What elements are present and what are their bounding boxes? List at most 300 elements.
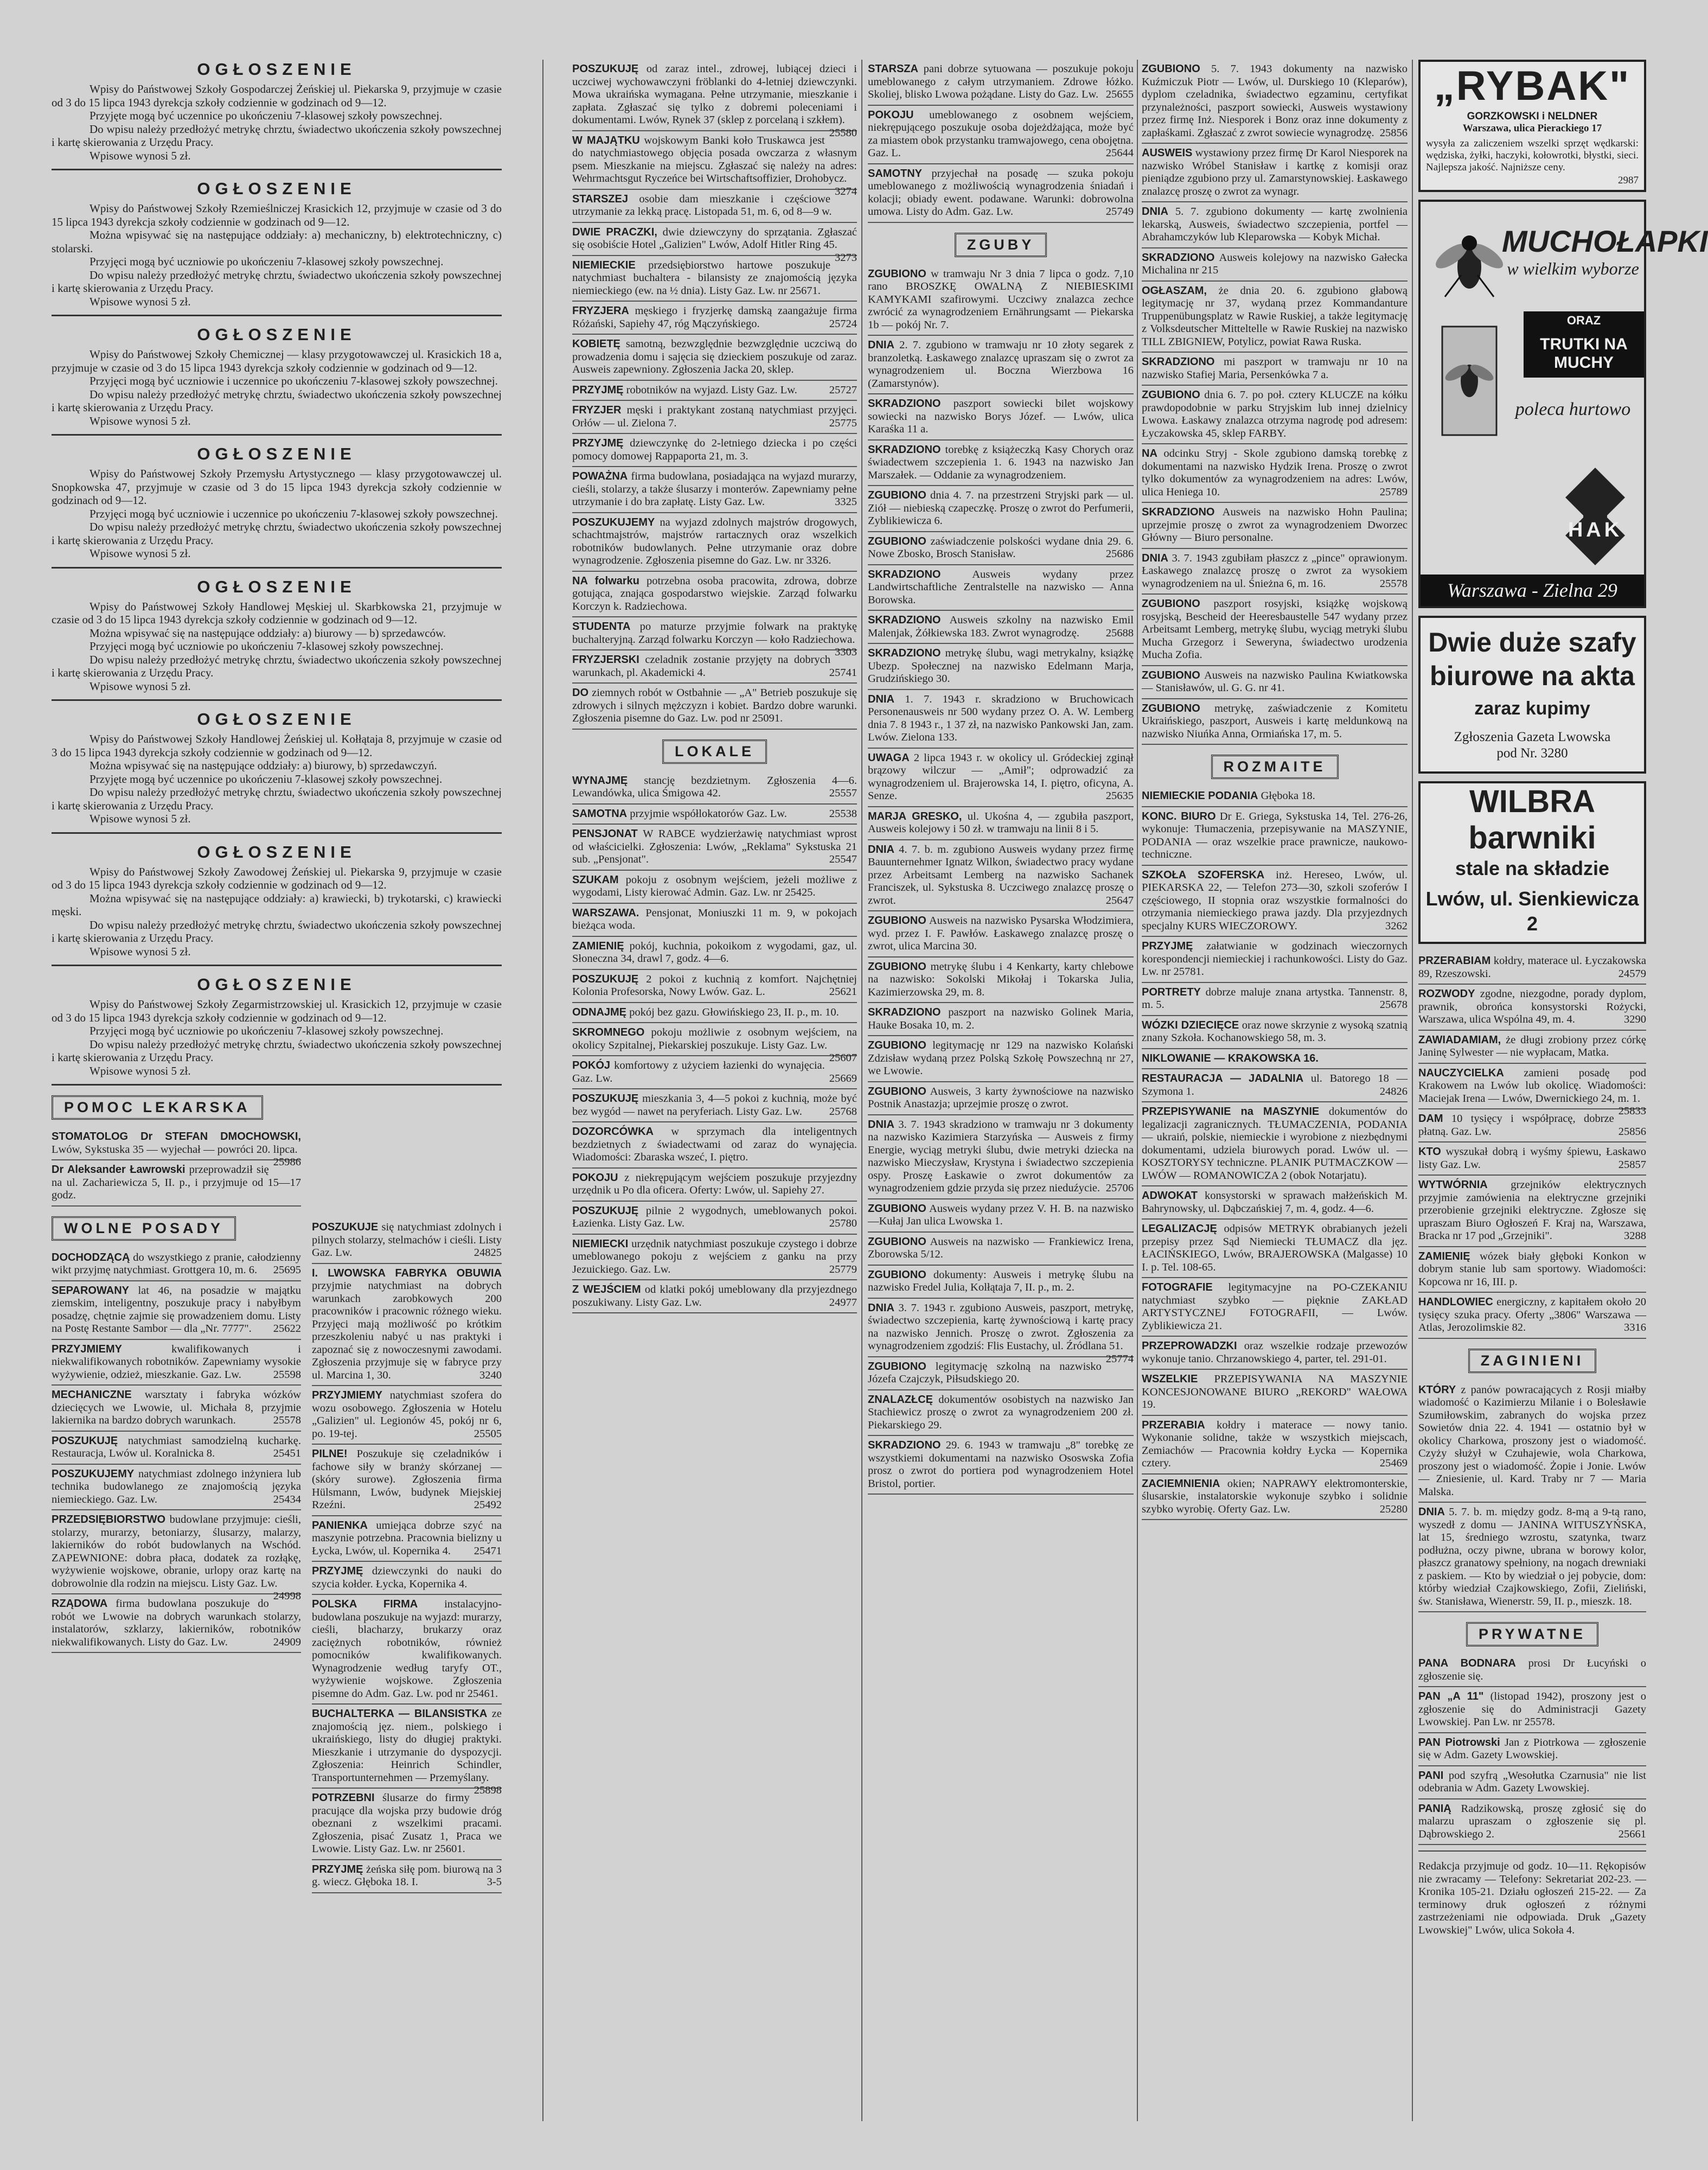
column-divider bbox=[861, 60, 862, 2121]
ad-text: Ausweis, 3 karty żywnościowe na nazwisko Postnik Anastazja; uprzejmie proszę o zwrot. bbox=[868, 1085, 1134, 1110]
notice-paragraph: Do wpisu należy przedłożyć metrykę chrztu, świadectwo ukończenia szkoły powszechnej i kartę skierowania z Urzędu Pracy. bbox=[52, 122, 502, 149]
classified-ad bbox=[1142, 699, 1408, 745]
notice-paragraph: Wpisy do Państwowej Szkoły Handlowej Męskiej ul. Skarbkowska 21, przyjmuje w czasie od 3 do 15 lipca 1943 dyrekcja szkoły codziennie w godzinach od 9—12. bbox=[52, 599, 502, 626]
ad-lead: PRZYJMĘ bbox=[572, 437, 624, 449]
mucholapki-title: MUCHOŁAPKI bbox=[1502, 224, 1708, 258]
ad-lead: POLSKA FIRMA bbox=[312, 1598, 418, 1610]
ad-lead: NA bbox=[1142, 448, 1157, 459]
notice-title: OGŁOSZENIE bbox=[197, 975, 356, 994]
ad-lead: POKÓJ bbox=[572, 1060, 611, 1071]
classified-ad bbox=[1142, 353, 1408, 386]
ad-lead: PANIĄ bbox=[1418, 1802, 1451, 1815]
classified-ad bbox=[572, 1023, 857, 1064]
ad-text: wyszukał dobrą i wyśmy śpiewu, Łaskawo listy Gaz. Lw. bbox=[1418, 1146, 1646, 1171]
ad-text: torebkę z książeczką Kasy Chorych oraz świadectwem szczepienia 1. 6. 1943 na nazwisko Jan Marszałek. — Oddanie za wynagrodzeniem. bbox=[868, 443, 1134, 481]
ad-number: 25688 bbox=[1105, 627, 1134, 639]
ad-number: 3316 bbox=[1624, 1322, 1646, 1333]
ad-lead: SKRADZIONO bbox=[868, 398, 941, 410]
classified-ad bbox=[868, 1003, 1134, 1036]
ad-lead: ZGUBIONO bbox=[868, 1235, 926, 1248]
ad-lead: SKRADZIONO bbox=[868, 647, 941, 659]
ad-text: od zaraz intel., zdrowej, lubiącej dzieci i uczciwej wychowawczyni fröblanki do 4-letniej dziewczynki. Mowa ukraińska wymagana. Pełne utrzymanie, mieszkanie i zapłata. Zgłaszać się tylko z dobremi poleceniami i dokumentami. Lwów, Rynek 37 (sklep z porcelaną i szkłem). bbox=[572, 63, 858, 126]
ad-number: 25635 bbox=[1105, 790, 1134, 802]
classified-ad bbox=[572, 572, 857, 618]
ogloszenie-notice bbox=[52, 577, 502, 701]
ad-text: pilnie 2 wygodnych, umeblowanych pokoi. Łazienka. Listy Gaz. Lw. bbox=[572, 1204, 857, 1229]
ad-number: 25492 bbox=[474, 1499, 502, 1511]
ad-text: ze znajomością jęz. niem., polskiego i ukraińskiego, listy do długiej praktyki. Mieszkanie i utrzymanie do dyspozycji. Zgłoszenia: Heinrich Schindler, Transportunternehmen — Przemyślany. bbox=[312, 1708, 502, 1784]
classified-ad bbox=[1418, 1503, 1646, 1612]
column-2 bbox=[572, 60, 857, 2121]
ad-lead: WYNAJMĘ bbox=[572, 774, 628, 787]
ad-text: wojskowym Banki koło Truskawca jest do natychmiastowego objęcia posada owczarza z własnym psem. Mieszkanie na miejscu. Zgłaszać się należy na adres: Wehrmachtsgut Ryczeńce bei Wirtschaftsoffizier, Drohobycz. bbox=[572, 134, 857, 184]
classified-ad bbox=[1418, 1654, 1646, 1687]
rybak-number: 2987 bbox=[1618, 175, 1639, 186]
mucholapki-footer: Warszawa - Zielna 29 bbox=[1421, 575, 1644, 606]
ogloszenie-notice bbox=[52, 444, 502, 569]
ad-lead: OGŁASZAM, bbox=[1142, 284, 1207, 297]
ad-number: 3240 bbox=[479, 1369, 502, 1381]
ad-lead: Dr Aleksander Ławrowski bbox=[52, 1164, 185, 1176]
ad-lead: DNIA bbox=[868, 1301, 894, 1314]
ad-text: 1. 7. 1943 r. skradziono w Bruchowicach Personenausweis nr 500 wydany przez O. A. W. Lemberg dnia 7. 8 1943 r., 1 37 zł, na nazwisko Pankowski Jan, zam. Lwów. Zielona 133. bbox=[868, 693, 1134, 743]
classified-ad bbox=[1142, 444, 1408, 503]
ad-text: przyjmie natychmiast na dobrych warunkach zarobkowych 200 pracowników i pracownic różnego wieku. Przyjęci mają możliwość po krótkim przeszkoleniu nabyć u nas praktyki i zapoznać się z nowoczesnymi zawodami. Zgłoszenia przyjmuje się w fabryce przy ul. Marcina 1, 30. bbox=[312, 1280, 502, 1381]
classified-ad bbox=[572, 401, 857, 434]
ad-lead: PRZEPISYWANIE na MASZYNIE bbox=[1142, 1106, 1320, 1118]
ad-text: dokumentów do legalizacji zagranicznych. TŁUMACZENIA, PODANIA — ukraiń, polskie, niemieckie i wyrobione z niezbędnymi dokumentami, udziela biurowych porad. Lwów ul. — KOSZTORYSY techniczne. PLANIK PUTMACZKOW — LWÓW — ROMANOWICZA 2 (obok Notarjatu). bbox=[1142, 1106, 1408, 1182]
hak-logo-icon bbox=[1563, 465, 1628, 568]
ad-text: dokumentów osobistych na nazwisko Jan Stachiewicz proszę o zwrot za wynagrodzeniem 200 zł. Piekarskiego 29. bbox=[868, 1393, 1134, 1431]
ad-text: Pensjonat, Moniuszki 11 m. 9, w pokojach bieżąca woda. bbox=[572, 907, 858, 931]
classified-ad bbox=[572, 904, 857, 937]
classified-ad bbox=[868, 1266, 1134, 1299]
ad-text: Ausweis szkolny na nazwisko Emil Malenjak, Żółkiewska 183. Zwrot wynagrodzę. bbox=[868, 614, 1134, 639]
classified-ad bbox=[312, 1789, 502, 1860]
ad-text: 3. 7. 1943 skradziono w tramwaju nr 3 dokumenty na nazwisko Kazimiera Starzyńska — Ausweis z firmy Energie, wyciąg metryki ślubu, dwie metryki dziecka na nazwisko Mieczysław, Krystyna i świadectwo szczepienia ospy. Proszę Łaskawie o zwrot dokumentów za wynagrodzeniem gdzie przyda się przez nieduźycie. bbox=[868, 1118, 1134, 1194]
notice-paragraph: Wpisy do Państwowej Szkoły Gospodarczej Żeńskiej ul. Piekarska 9, przyjmuje w czasie od 3 do 15 lipca 1943 dyrekcja szkoły codziennie w godzinach od 9—12. bbox=[52, 82, 502, 109]
ad-lead: SAMOTNY bbox=[868, 167, 922, 180]
ad-text: Poszukuje się czeladników i fachowe siły w branży skórzanej — (skóry surowe). Zgłoszenia firma Hülsmann, Lwów, budynek Miejskiej Rzeźni. bbox=[312, 1448, 502, 1511]
ad-text: mi paszport w tramwaju nr 10 na nazwisko Stafiej Maria, Persenkówka 7 a. bbox=[1142, 356, 1408, 381]
ad-number: 24977 bbox=[829, 1296, 857, 1309]
ad-lead: SKRADZIONO bbox=[868, 1006, 941, 1018]
ad-text: ślusarze do firmy pracujące dla wojska przy budowie dróg obeznani z wszelkimi pracami. Zgłoszenia, pisać Zusatz 1, Praca we Lwowie. Listy Gaz. Lw. nr 25601. bbox=[312, 1792, 502, 1855]
ad-text: pod szyfrą „Wesołutka Czarnusia" nie list odebrania w Adm. Gazety Lwowskiej. bbox=[1418, 1769, 1646, 1794]
ad-text: paszport rosyjski, książkę wojskową rosyjską, Bescheid der Heeresbaustelle 547 wydany przez Arbeitsamt Lemberg, metrykę ślubu, wyciąg metryki ślubu Mucha Grzegorz i Seweryna, świadectwo urodzenia Mucha Zofia. bbox=[1142, 598, 1408, 661]
ad-lead: BUCHALTERKA — BILANSISTKA bbox=[312, 1708, 488, 1720]
ad-lead: DNIA bbox=[868, 693, 894, 705]
szafy-advertisement bbox=[1418, 616, 1646, 774]
ad-lead: STARSZA bbox=[868, 63, 918, 75]
classified-ad bbox=[572, 467, 857, 513]
ad-lead: DAM bbox=[1418, 1113, 1443, 1125]
ad-lead: FRYZJERSKI bbox=[572, 654, 639, 666]
ad-lead: DO bbox=[572, 687, 588, 699]
mucholapki-advertisement bbox=[1418, 200, 1708, 608]
notice-paragraph: Wpisowe wynosi 5 zł. bbox=[89, 679, 191, 693]
ad-text: 10 tysięcy i współpracę, dobrze płatną. Gaz. Lw. bbox=[1418, 1113, 1614, 1138]
classified-ad bbox=[1142, 1416, 1408, 1475]
ad-number: 25986 bbox=[273, 1156, 301, 1168]
column-divider bbox=[1412, 60, 1413, 2121]
column-3 bbox=[868, 60, 1134, 2121]
ad-lead: STOMATOLOG Dr STEFAN DMOCHOWSKI, bbox=[52, 1131, 301, 1143]
notice-paragraph: Wpisy do Państwowej Szkoły Zegarmistrzowskiej ul. Krasickich 12, przyjmuje w czasie od 3 do 15 lipca 1943 dyrekcja szkoły codziennie w godzinach od 9—12. bbox=[52, 998, 502, 1024]
ad-text: prosi Dr Łucyński o zgłoszenie się. bbox=[1418, 1657, 1647, 1682]
ad-lead: POSZUKUJĘ bbox=[572, 1204, 639, 1217]
classified-ad bbox=[52, 1432, 301, 1465]
ad-lead: STARSZEJ bbox=[572, 193, 628, 205]
ad-text: męski i praktykant zostaną natychmiast przyjęci. Orłów — ul. Zielona 7. bbox=[572, 404, 858, 429]
wilbra-advertisement bbox=[1418, 781, 1646, 944]
classified-ad bbox=[868, 1390, 1134, 1437]
ad-lead: KOBIETĘ bbox=[572, 338, 620, 350]
ad-number: 25557 bbox=[829, 787, 857, 799]
ad-number: 25856 bbox=[1618, 1125, 1646, 1138]
ad-lead: DNIA bbox=[868, 1118, 894, 1131]
ad-text: Radzikowską, proszę zgłosić się do malarzu upraszam o zgłoszenie się pl. Dąbrowskiego 2. bbox=[1418, 1802, 1646, 1840]
ad-lead: PRZEPROWADZKI bbox=[1142, 1340, 1237, 1352]
column-5 bbox=[1418, 60, 1708, 2121]
classified-ad bbox=[1142, 787, 1408, 807]
ad-lead: POSZUKUJĘ bbox=[572, 973, 639, 985]
ad-text: Głęboka 18. bbox=[1261, 790, 1315, 802]
ad-text: ziemnych robót w Ostbahnie — „A" Betrieb poszukuje się zdrowych i silnych mężczyzn i kobiet. Bardzo dobre warunki. Zgłoszenia pisemne do Gaz. Lw. pod nr 25091. bbox=[572, 687, 858, 724]
ad-number: 25898 bbox=[474, 1784, 502, 1796]
ogloszenie-notice bbox=[52, 710, 502, 834]
ad-text: oraz nowe skrzynie z wysoką szatnią znany Szkoła. Kochanowskiego 58, m. 3. bbox=[1142, 1019, 1408, 1044]
ad-text: żeńska siłę pom. biurową na 3 g. wiecz. Głęboka 18. I. bbox=[312, 1863, 502, 1888]
ad-number: 25655 bbox=[1105, 88, 1134, 100]
ad-text: przeprowadził się na ul. Zachariewicza 5, II. p., i przyjmuje od 15—17 godz. bbox=[52, 1164, 301, 1201]
ad-lead: PRZYJMĘ bbox=[312, 1565, 363, 1577]
ad-text: legitymacyjne na PO-CZEKANIU natychmiast szybko — pięknie ZAKŁAD ARTYSTYCZNEJ FOTOGRAFII, — Lwów. Zyblikiewicza 21. bbox=[1142, 1281, 1408, 1332]
ad-lead: ODNAJMĘ bbox=[572, 1006, 627, 1018]
classified-ad bbox=[572, 131, 857, 197]
ad-number: 25678 bbox=[1379, 999, 1408, 1011]
ad-text: zamieni posadę pod Krakowem na Lwów lub okolicę. Wiadomości: Maciejak Irena — Lwów, Dwernickiego 24, m. 1. bbox=[1418, 1067, 1647, 1105]
ad-number: 25280 bbox=[1379, 1503, 1408, 1515]
ad-text: z niekrępującym wejściem poszukuje przyjezdny urzędnik u Po dla oficera. Oferty: Lwów, ul. Sapiehy 27. bbox=[572, 1171, 858, 1196]
classified-ad bbox=[1418, 1031, 1646, 1064]
ad-text: dziewczynki do nauki do szycia kołder. Łycka, Kopernika 4. bbox=[312, 1565, 502, 1590]
ad-text: 3. 7. 1943 r. zgubiono Ausweis, paszport, metrykę, świadectwo szczepienia, kartę żywnościową i kartę pracy na nazwisko Jennich. Proszę o zwrot. Zgłoszenia za wynagrodzeniem zgodziś: Flis Eustachy, ul. Źródlana 51. bbox=[868, 1301, 1134, 1352]
ad-text: metrykę, zaświadczenie z Komitetu Ukraińskiego, paszport, Ausweis i kartę meldunkową na nazwisko Niuńka Anna, Ormiańska 17, m. 5. bbox=[1142, 702, 1408, 740]
ad-text: grzejników elektrycznych przyjmie zamówienia na elektryczne grzejniki przerobienie grzejniki elektryczne. Zgłosze się upraszam Biuro Ogłoszeń F. Kraj na, Warszawa, Bracka nr 17 pod „Grzejniki". bbox=[1418, 1179, 1647, 1242]
ad-number: 3290 bbox=[1624, 1013, 1646, 1025]
ad-lead: ZGUBIONO bbox=[1142, 389, 1200, 401]
ogloszenie-notice bbox=[52, 843, 502, 967]
ad-lead: POSZUKUJE bbox=[312, 1221, 379, 1233]
classified-ad bbox=[52, 1160, 301, 1207]
ad-text: kołdry, materace ul. Łyczakowska 89, Rzeszowski. bbox=[1418, 955, 1646, 980]
section-ads bbox=[52, 1248, 301, 1654]
classified-ad bbox=[572, 1202, 857, 1235]
ad-lead: POSZUKUJĘ bbox=[572, 1093, 639, 1105]
ad-number: 25741 bbox=[829, 666, 857, 679]
notice-title: OGŁOSZENIE bbox=[197, 577, 356, 596]
classified-ad bbox=[572, 60, 858, 139]
ad-lead: PANIENKA bbox=[312, 1519, 368, 1531]
rybak-body: wysyła za zaliczeniem wszelki sprzęt wędkarski: wędziska, żyłki, haczyki, kołowrotki, błystki, sieci. Najlepsza jakość. Najniższe ceny. bbox=[1426, 138, 1639, 173]
classified-ad bbox=[572, 1235, 857, 1281]
ad-number: 25505 bbox=[474, 1427, 502, 1440]
notice-title: OGŁOSZENIE bbox=[197, 60, 356, 79]
ad-text: robotników na wyjazd. Listy Gaz. Lw. bbox=[626, 384, 797, 396]
ad-lead: POSZUKUJĘ bbox=[52, 1434, 118, 1447]
ad-number: 3262 bbox=[1385, 920, 1408, 932]
ad-number: 25434 bbox=[273, 1493, 301, 1505]
classified-ad bbox=[1418, 1766, 1646, 1799]
classified-ad bbox=[572, 825, 857, 871]
ad-lead: DNIA bbox=[1418, 1506, 1445, 1518]
newspaper-page bbox=[52, 60, 1708, 2121]
ad-lead: PILNE! bbox=[312, 1448, 348, 1460]
misc-ads bbox=[1418, 952, 1646, 1339]
ogloszenie-notice bbox=[52, 325, 502, 436]
notice-paragraph: Do wpisu należy przedłożyć metrykę chrztu, świadectwo ukończenia szkoły powszechnej i kartę skierowania z Urzędu Pracy. bbox=[52, 268, 502, 295]
classified-ad bbox=[868, 807, 1134, 840]
mucholapki-tagline: poleca hurtowo bbox=[1515, 399, 1631, 419]
classified-ad bbox=[868, 690, 1134, 749]
ad-lead: PRZERABIA bbox=[1142, 1419, 1205, 1431]
notice-paragraph: Przyjęte mogą być uczennice po ukończeniu 7-klasowej szkoły powszechnej. bbox=[89, 772, 443, 786]
classified-ad bbox=[868, 336, 1134, 394]
ad-lead: ZGUBIONO bbox=[868, 1360, 926, 1373]
ad-lead: SKROMNEGO bbox=[572, 1026, 645, 1038]
classified-ad bbox=[1142, 549, 1408, 595]
ad-text: od klatki pokój umeblowany dla przyjezdnego poszukiwany. Listy Gaz. Lw. bbox=[572, 1284, 857, 1309]
ad-number: 24826 bbox=[1379, 1085, 1408, 1097]
notice-title: OGŁOSZENIE bbox=[197, 710, 356, 729]
classified-ad bbox=[572, 617, 857, 658]
ad-lead: ZGUBIONO bbox=[868, 535, 926, 547]
notice-paragraph: Można wpisywać się na następujące oddziały: a) biurowy — b) sprzedawców. bbox=[89, 626, 446, 640]
ad-text: legitymację nr 129 na nazwisko Kolański Zdzisław wydaną przez Polską Szkołę Powszechną nr 27, we Lwowie. bbox=[868, 1039, 1134, 1077]
ad-lead: ZAMIENIĘ bbox=[572, 940, 624, 952]
ad-lead: PANI bbox=[1418, 1769, 1444, 1782]
rybak-owners: GORZKOWSKI i NELDNER bbox=[1467, 111, 1598, 122]
ad-number: 25647 bbox=[1105, 894, 1134, 907]
ad-number: 24909 bbox=[273, 1636, 301, 1648]
classified-ad bbox=[1142, 1337, 1408, 1370]
classified-ad bbox=[1142, 503, 1408, 549]
classified-ad bbox=[1418, 1381, 1646, 1503]
classified-ad bbox=[868, 1233, 1134, 1266]
section-header-rozmaite: ROZMAITE bbox=[1142, 755, 1408, 779]
ad-text: Ausweis na nazwisko Paulina Kwiatkowska — Stanisławów, ul. G. G. nr 41. bbox=[1142, 669, 1408, 694]
ad-text: do wszystkiego z pranie, całodzienny wikt przyjmę natychmiast. Grottgera 10, m. 6. bbox=[52, 1251, 301, 1276]
classified-ad bbox=[1418, 1293, 1646, 1339]
classified-ad bbox=[868, 1199, 1134, 1233]
school-notices bbox=[52, 60, 502, 1086]
classified-ad bbox=[52, 1248, 301, 1281]
notice-title: OGŁOSZENIE bbox=[197, 325, 356, 344]
ad-text: się natychmiast zdolnych i pilnych stolarzy, stelmachów i cieśli. Listy Gaz. Lw. bbox=[312, 1221, 502, 1259]
notice-paragraph: Wpisowe wynosi 5 zł. bbox=[89, 1064, 191, 1077]
ad-number: 3-5 bbox=[487, 1876, 502, 1888]
notice-paragraph: Przyjęci mogą być uczniowie po ukończeniu 7-klasowej szkoły powszechnej. bbox=[89, 255, 444, 268]
classified-ad bbox=[868, 106, 1134, 164]
classified-ad bbox=[572, 684, 857, 730]
ad-number: 25451 bbox=[273, 1447, 301, 1459]
classified-ad bbox=[572, 970, 857, 1003]
notice-paragraph: Wpisowe wynosi 5 zł. bbox=[89, 149, 191, 162]
ad-text: paszport na nazwisko Golinek Maria, Hauke Bosaka 10, m. 2. bbox=[868, 1006, 1134, 1031]
job-ads bbox=[572, 60, 857, 730]
ad-lead: ZGUBIONO bbox=[1142, 598, 1200, 610]
ad-text: PRZEPISYWANIA NA MASZYNIE KONCESJONOWANE BIURO „REKORD" WAŁOWA 19. bbox=[1142, 1373, 1408, 1410]
ad-lead: MECHANICZNE bbox=[52, 1389, 132, 1401]
ad-lead: DWIE PRACZKI, bbox=[572, 226, 657, 238]
ad-text: dokumenty: Ausweis i metrykę ślubu na nazwisko Fredel Julia, Kolłątaja 7, II. p., m. 2. bbox=[868, 1268, 1134, 1293]
ad-text: przyjmie współlokatorów Gaz. Lw. bbox=[630, 807, 787, 820]
classified-ad bbox=[1142, 1049, 1408, 1070]
notice-paragraph: Wpisowe wynosi 5 zł. bbox=[89, 547, 191, 560]
ad-number: 3288 bbox=[1624, 1230, 1646, 1242]
ad-lead: SZKOŁA SZOFERSKA bbox=[1142, 869, 1265, 881]
notice-title: OGŁOSZENIE bbox=[197, 842, 356, 861]
ad-number: 25857 bbox=[1618, 1158, 1646, 1171]
ad-number: 25779 bbox=[829, 1263, 857, 1275]
classified-ad bbox=[1142, 807, 1408, 866]
classified-ad bbox=[572, 513, 857, 572]
ad-text: mieszkania 3, 4—5 pokoi z kuchnią, może być bez wygód — nawet na peryferiach. Listy Gaz. Lw. bbox=[572, 1093, 858, 1118]
ad-lead: ZGUBIONO bbox=[868, 267, 926, 280]
notice-paragraph: Wpisowe wynosi 5 zł. bbox=[89, 812, 191, 825]
ad-lead: NIKLOWANIE — KRAKOWSKA 16. bbox=[1142, 1052, 1319, 1064]
ad-text: natychmiast zdolnego inżyniera lub technika budowlanego ze znajomością języka niemieckiego. Gaz. Lw. bbox=[52, 1467, 301, 1505]
ad-lead: RESTAURACJA — JADALNIA bbox=[1142, 1073, 1304, 1084]
ad-text: dziewczynkę do 2-letniego dziecka i po części pomocy domowej Rappaporta 21, m. 3. bbox=[572, 437, 858, 462]
notice-paragraph: Do wpisu należy przedłożyć metrykę chrztu, świadectwo ukończenia szkoły powszechnej i kartę skierowania z Urzędu Pracy. bbox=[52, 387, 502, 414]
classified-ad bbox=[312, 1516, 502, 1562]
classified-ad bbox=[312, 1386, 502, 1445]
classified-ad bbox=[1142, 1186, 1408, 1220]
ad-lead: ZGUBIONO bbox=[868, 1268, 926, 1281]
ad-text: przedsiębiorstwo hartowe poszukuje natychmiast buchaltera - bilansisty ze znajomością języka niemieckiego (ew. na ½ dnia). Listy Gaz. Lw. nr 25671. bbox=[572, 259, 857, 297]
notice-paragraph: Wpisy do Państwowej Szkoły Chemicznej — klasy przygotowawczej ul. Krasickich 18 a, przyjmuje w czasie od 3 do 15 lipca 1943 dyrekcja szkoły codziennie w godzinach od 9—12. bbox=[52, 348, 502, 374]
classified-ad bbox=[868, 532, 1134, 565]
classified-ad bbox=[1142, 595, 1408, 666]
classified-ad bbox=[312, 1562, 502, 1595]
classified-ad bbox=[868, 644, 1134, 690]
ad-lead: ZAMIENIĘ bbox=[1418, 1250, 1470, 1262]
ad-lead: PRZERABIAM bbox=[1418, 955, 1491, 967]
ad-lead: FRYZJERA bbox=[572, 305, 629, 317]
ad-number: 25607 bbox=[829, 1052, 857, 1064]
notice-paragraph: Wpisowe wynosi 5 zł. bbox=[89, 295, 191, 308]
notice-paragraph: Można wpisywać się na następujące oddziały: a) mechaniczny, b) elektrotechniczny, c) stolarski. bbox=[52, 228, 502, 255]
ad-text: kołdry i materace — nowy tanio. Wykonanie solidne, także w wszystkich miejscach, Zemiachów — Pracownia kołdry Łycka — Kopernika cztery. bbox=[1142, 1419, 1408, 1469]
ad-lead: ROZWODY bbox=[1418, 988, 1475, 1000]
mucholapki-oraz: ORAZ bbox=[1524, 311, 1644, 330]
classified-ad bbox=[572, 1169, 857, 1202]
classified-ad bbox=[868, 958, 1134, 1004]
ad-text: pokoju z osobnym wejściem, jeżeli możliwe z wygodami, Listy kierować Admin. Gaz. Lw. nr 25425. bbox=[572, 873, 857, 898]
classified-ad bbox=[572, 434, 857, 467]
lokale-ads bbox=[572, 771, 857, 1314]
ad-text: stancję bezdzietnym. Zgłoszenia 4—6. Lewandówka, ulica Śmigowa 42. bbox=[572, 774, 857, 799]
classified-ad bbox=[868, 60, 1134, 106]
ad-number: 25580 bbox=[829, 126, 857, 139]
ad-text: odcinku Stryj - Skole zgubiono damską torebkę z dokumentami na nazwisko Hydzik Irena. Proszę o zwrot tylko dokumentów za wynagrodzeniem na adres: Lwów, ulica Heniega 10. bbox=[1142, 448, 1408, 498]
ad-number: 25578 bbox=[1379, 577, 1408, 590]
ad-text: osobie dam mieszkanie i częściowe utrzymanie za lekką pracę. Listopada 51, m. 6, od 8—9 w. bbox=[572, 193, 832, 218]
ad-text: metrykę ślubu, wagi metrykalny, książkę Ubezp. Społecznej na nazwisko Edelmann Marja, Grudzińskiego 30. bbox=[868, 647, 1134, 685]
classified-ad bbox=[1142, 866, 1408, 937]
ad-text: dnia 4. 7. na przestrzeni Stryjski park — ul. Ziół — niebieską czapeczkę. Proszę o zwrot do Perfumerii, Zyblikiewicza 6. bbox=[868, 489, 1134, 527]
ad-lead: RZĄDOWA bbox=[52, 1598, 108, 1610]
ad-lead: SKRADZIONO bbox=[1142, 506, 1215, 518]
notice-paragraph: Przyjęci mogą być uczniowie i uczennice po ukończeniu 7-klasowej szkoły powszechnej. bbox=[89, 507, 498, 520]
notice-paragraph: Do wpisu należy przedłożyć metrykę chrztu, świadectwo ukończenia szkoły powszechnej i kartę skierowania z Urzędu Pracy. bbox=[52, 520, 502, 547]
ad-lead: POSZUKUJĘ bbox=[572, 63, 639, 75]
notice-paragraph: Można wpisywać się na następujące oddziały: a) biurowy, b) sprzedawczyń. bbox=[89, 759, 437, 772]
column-divider bbox=[1137, 60, 1138, 2121]
classified-ad bbox=[572, 937, 857, 970]
ad-number: 25538 bbox=[829, 807, 857, 820]
ad-lead: ZGUBIONO bbox=[868, 960, 926, 973]
classified-ad bbox=[868, 840, 1134, 912]
classified-ad bbox=[1142, 1220, 1408, 1278]
classified-ad bbox=[572, 805, 857, 825]
classified-ad bbox=[1418, 1109, 1646, 1143]
ad-text: w sprzymach dla inteligentnych bezdzietnych z świadectwami od zaraz do wynajęcia. Wiadomości: Zbaraska wszeć, I. piętro. bbox=[572, 1126, 858, 1163]
notice-paragraph: Do wpisu należy przedłożyć metrykę chrztu, świadectwo ukończenia szkoły powszechnej i kartę skierowania z Urzędu Pracy. bbox=[52, 653, 502, 679]
classified-ad bbox=[52, 1340, 301, 1386]
ad-lead: PRZYJMIEMY bbox=[52, 1343, 123, 1355]
classified-ad bbox=[1418, 1733, 1646, 1766]
classified-ad bbox=[572, 1122, 857, 1169]
classified-ad bbox=[312, 1445, 502, 1516]
notice-paragraph: Do wpisu należy przedłożyć metrykę chrztu, świadectwo ukończenia szkoły powszechnej i kartę skierowania z Urzędu Pracy. bbox=[52, 918, 502, 944]
classified-ad bbox=[52, 1465, 301, 1511]
classified-ad bbox=[312, 1705, 502, 1796]
ad-number: 25469 bbox=[1379, 1457, 1408, 1469]
ad-text: Ausweis kolejowy na nazwisko Gałecka Michalina nr 215 bbox=[1142, 251, 1408, 276]
classified-ad bbox=[572, 771, 857, 805]
ad-text: dobrze maluje znana artystka. Tannenstr. 8, m. 5. bbox=[1142, 986, 1408, 1011]
notice-title: OGŁOSZENIE bbox=[197, 444, 356, 463]
ad-text: umiejąca dobrze szyć na maszynie potrzebna. Pracownia bielizny u Łycka, Lwów, ul. Kopernika 4. bbox=[312, 1519, 502, 1557]
ad-lead: ZGUBIONO bbox=[868, 1039, 926, 1051]
ad-number: 25471 bbox=[474, 1544, 502, 1557]
ad-text: 2 pokoi z kuchnią z komfort. Najchętniej Kolonia Profesorska, Nowy Lwów. Gaz. L. bbox=[572, 973, 857, 998]
ad-lead: KONC. BIURO bbox=[1142, 810, 1216, 822]
classified-ad bbox=[1142, 1475, 1408, 1521]
ad-lead: AUSWEIS bbox=[1142, 147, 1193, 159]
szafy-line2: biurowe na akta bbox=[1430, 661, 1635, 691]
editorial-footer: Redakcja przyjmuje od godz. 10—11. Rękopisów nie zwracamy — Telefony: Sekretariat 202-23. — Kronika 105-21. Działu ogłoszeń 215-22. — Za terminowy druk ogłoszeń z różnymi zastrzeżeniami nie odpowiada. Druk „Gazety Lwowskiej" Lwów, ulica Sokoła 4. bbox=[1418, 1860, 1646, 1936]
classified-ad bbox=[1142, 282, 1408, 353]
ad-text: po maturze przyjmie folwark na praktykę buchalteryjną. Zarząd folwarku Korczyn — koło Radziechowa. bbox=[572, 621, 857, 646]
ad-lead: PRZEDSIĘBIORSTWO bbox=[52, 1514, 166, 1526]
ad-text: komfortowy z użyciem łazienki do wynajęcia. Gaz. Lw. bbox=[572, 1060, 825, 1084]
mucholapki-subtitle: w wielkim wyborze bbox=[1507, 259, 1639, 278]
ad-text: W RABCE wydzierżawię natychmiast wprost od właścicielki. Zgłoszenia: Lwów, „Reklama" Sykstuska 21 sub. „Pensjonat". bbox=[572, 828, 857, 865]
ad-lead: FOTOGRAFIE bbox=[1142, 1281, 1213, 1293]
classified-ad bbox=[868, 611, 1134, 644]
classified-ad bbox=[572, 302, 857, 335]
classified-ad bbox=[1418, 1143, 1646, 1176]
ad-number: 25644 bbox=[1105, 147, 1134, 159]
ad-text: 4. 7. b. m. zgubiono Ausweis wydany przez firmę Bauunternehmer Ignatz Wilkon, świadectwo pracy wydane przez Arbeitsamt Lemberg na nazwisko Sachanek Franciszek, ul. Sykstuska 8. Uczciwego znalazcę proszę o zwrot. bbox=[868, 843, 1134, 907]
ad-text: pani dobrze sytuowana — poszukuje pokoju umeblowanego z całym utrzymaniem. Zdrowe łóżko. Skoliej, blisko Lwowa pożądane. Listy do Gaz. Lw. bbox=[868, 63, 1134, 100]
ad-text: natychmiast szofera do wozu osobowego. Zgłoszenia w Hotelu „Galizien" ul. Legionów 45, pokój nr 6, po. 19-tej. bbox=[312, 1389, 502, 1440]
ad-lead: DOCHODZĄCĄ bbox=[52, 1251, 130, 1263]
